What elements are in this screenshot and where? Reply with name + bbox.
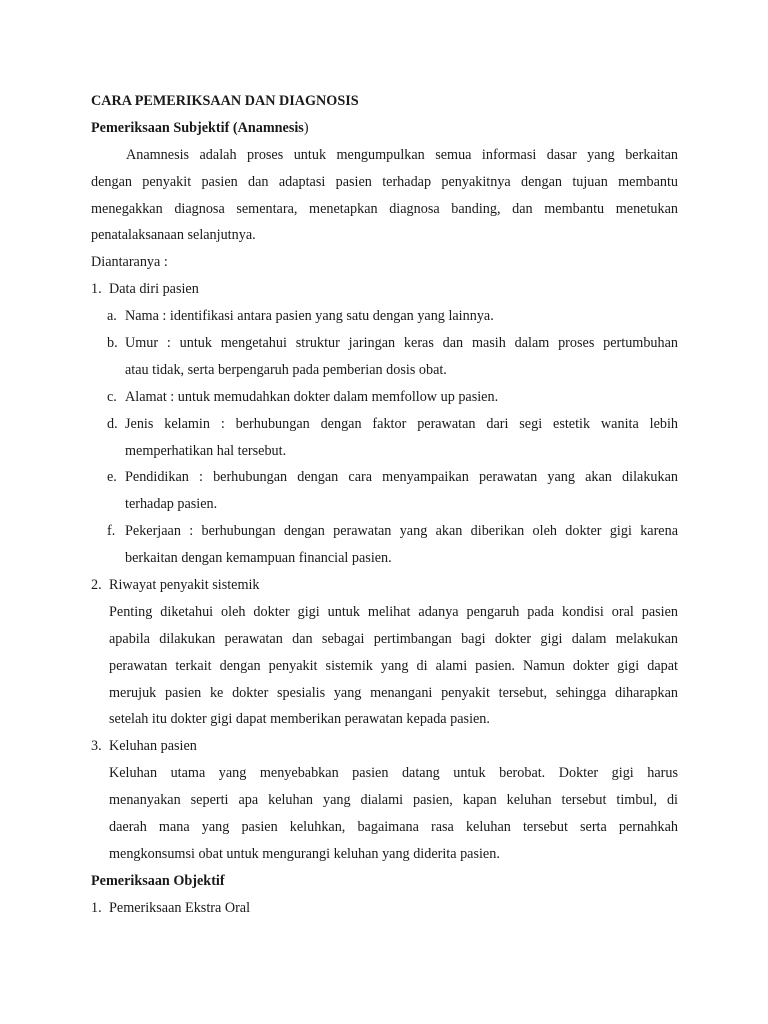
subitem-text: Umur : untuk mengetahui struktur jaringan keras dan masih dalam proses pertumbuhan bbox=[125, 335, 678, 352]
subjective-heading-main: Pemeriksaan Subjektif ( bbox=[91, 119, 238, 136]
subitem-e bbox=[91, 464, 678, 491]
objective-heading: Pemeriksaan Objektif bbox=[91, 872, 225, 889]
item3-line-4: mengkonsumsi obat untuk mengurangi keluhan yang diderita pasien. bbox=[109, 845, 500, 862]
subjective-heading bbox=[91, 115, 678, 142]
objective-item-1 bbox=[91, 895, 678, 922]
list-item-1 bbox=[91, 276, 678, 303]
subitem-text: Jenis kelamin : berhubungan dengan faktor perawatan dari segi estetik wanita lebih bbox=[125, 415, 678, 432]
item3-line-3: daerah mana yang pasien keluhkan, bagaimana rasa keluhan tersebut serta pernahkah bbox=[109, 819, 678, 836]
intro-line-2: dengan penyakit pasien dan adaptasi pasien terhadap penyakitnya dengan tujuan membantu bbox=[91, 173, 678, 190]
list-item-label: Keluhan pasien bbox=[109, 738, 197, 755]
subitem-d-cont: memperhatikan hal tersebut. bbox=[125, 442, 287, 459]
subitem-text: Alamat : untuk memudahkan dokter dalam memfollow up pasien. bbox=[125, 388, 499, 405]
subitem-f-cont: berkaitan dengan kemampuan financial pasien. bbox=[125, 550, 392, 567]
item2-line-5: setelah itu dokter gigi dapat memberikan perawatan kepada pasien. bbox=[109, 711, 490, 728]
intro-line-4: penatalaksanaan selanjutnya. bbox=[91, 227, 256, 244]
subitem-letter: c. bbox=[107, 388, 117, 405]
item2-line-2: apabila dilakukan perawatan dan sebagai pertimbangan bagi dokter gigi dalam melakukan bbox=[109, 630, 678, 647]
diantaranya-label: Diantaranya : bbox=[91, 254, 168, 271]
subitem-f bbox=[91, 518, 678, 545]
intro-line-3: menegakkan diagnosa sementara, menetapkan diagnosa banding, dan membantu menetukan bbox=[91, 200, 678, 217]
subitem-letter: a. bbox=[107, 308, 117, 325]
subitem-text: Pendidikan : berhubungan dengan cara menyampaikan perawatan yang akan dilakukan bbox=[125, 469, 678, 486]
intro-line-1: Anamnesis adalah proses untuk mengumpulkan semua informasi dasar yang berkaitan bbox=[126, 146, 678, 163]
list-item-label: Riwayat penyakit sistemik bbox=[109, 577, 260, 594]
list-number: 3. bbox=[91, 738, 102, 755]
document-title: CARA PEMERIKSAAN DAN DIAGNOSIS bbox=[91, 93, 359, 109]
item3-line-2: menanyakan seperti apa keluhan yang dialami pasien, kapan keluhan tersebut timbul, di bbox=[109, 792, 678, 809]
item2-line-1: Penting diketahui oleh dokter gigi untuk melihat adanya pengaruh pada kondisi oral pasien bbox=[109, 603, 678, 620]
subitem-letter: b. bbox=[107, 335, 118, 352]
document-page bbox=[91, 88, 678, 922]
subjective-heading-close: ) bbox=[303, 119, 309, 136]
subitem-text: Pekerjaan : berhubungan dengan perawatan yang akan diberikan oleh dokter gigi karena bbox=[125, 523, 678, 540]
list-item-3 bbox=[91, 733, 678, 760]
list-item-label: Pemeriksaan Ekstra Oral bbox=[109, 899, 251, 916]
subitem-d bbox=[91, 411, 678, 438]
subitem-e-cont: terhadap pasien. bbox=[125, 496, 218, 513]
list-item-label: Data diri pasien bbox=[109, 281, 199, 298]
subitem-b-cont: atau tidak, serta berpengaruh pada pemberian dosis obat. bbox=[125, 361, 447, 378]
item2-line-4: merujuk pasien ke dokter spesialis yang menangani penyakit tersebut, sehingga diharapkan bbox=[109, 684, 678, 701]
list-number: 2. bbox=[91, 577, 102, 594]
list-number: 1. bbox=[91, 281, 102, 298]
item3-line-1: Keluhan utama yang menyebabkan pasien datang untuk berobat. Dokter gigi harus bbox=[109, 765, 678, 782]
item2-line-3: perawatan terkait dengan penyakit sistemik yang di alami pasien. Namun dokter gigi dapat bbox=[109, 657, 678, 674]
subitem-text: Nama : identifikasi antara pasien yang satu dengan yang lainnya. bbox=[125, 308, 494, 325]
subitem-letter: d. bbox=[107, 415, 118, 432]
subitem-letter: e. bbox=[107, 469, 117, 486]
subitem-b bbox=[91, 330, 678, 357]
list-number: 1. bbox=[91, 899, 102, 916]
subitem-c bbox=[91, 384, 678, 411]
subitem-letter: f. bbox=[107, 523, 116, 540]
subjective-heading-term: Anamnesis bbox=[237, 119, 304, 136]
list-item-2 bbox=[91, 572, 678, 599]
subitem-a bbox=[91, 303, 678, 330]
